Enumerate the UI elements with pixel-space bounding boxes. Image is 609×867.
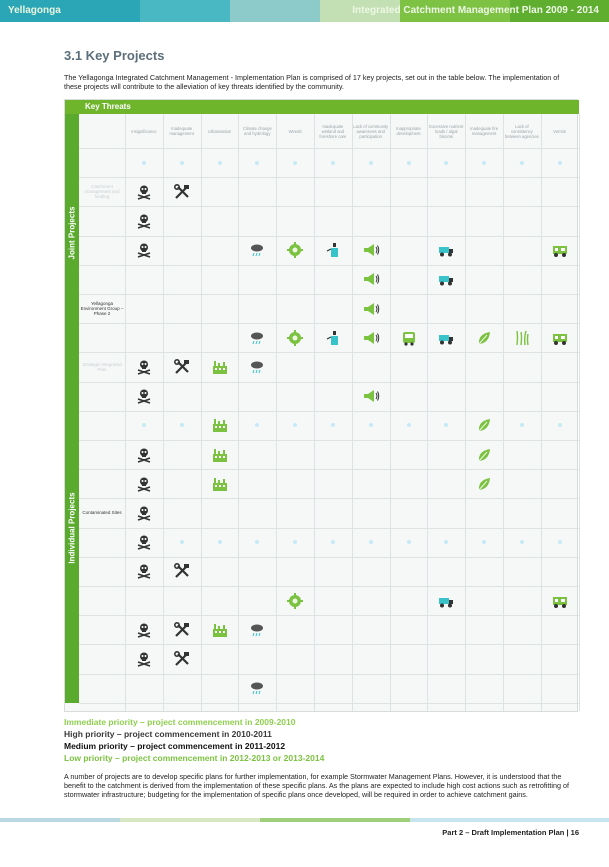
threat-column-header: Climate change and hydrology — [242, 126, 272, 136]
factory-icon — [211, 621, 229, 639]
skull-icon — [135, 358, 153, 376]
threat-column-header: Inadequate management — [169, 126, 194, 136]
cell-bullet — [520, 540, 524, 544]
skull-icon — [135, 562, 153, 580]
grid-hline — [79, 615, 579, 616]
footer-band-segment — [0, 818, 120, 822]
cell-bullet — [180, 540, 184, 544]
grid-hline — [79, 236, 579, 237]
skull-icon — [135, 241, 153, 259]
footer-page-label: Part 2 – Draft Implementation Plan | 16 — [442, 828, 579, 837]
leaf-icon — [475, 329, 493, 347]
key-threats-label: Key Threats — [85, 102, 131, 111]
threat-column-header: Inappropriate development — [396, 126, 421, 136]
grid-vline — [390, 114, 391, 711]
cell-bullet — [444, 423, 448, 427]
cell-bullet — [444, 161, 448, 165]
grid-vline — [541, 114, 542, 711]
rain-icon — [248, 329, 266, 347]
grid-hline — [79, 498, 579, 499]
project-row-label — [79, 265, 125, 294]
grid-hline — [79, 382, 579, 383]
threat-column-header: Lack of community awareness and participation — [353, 123, 389, 139]
grid-vline — [352, 114, 353, 711]
skull-icon — [135, 533, 153, 551]
bottle-icon — [324, 241, 342, 259]
skull-icon — [135, 475, 153, 493]
cell-bullet — [407, 161, 411, 165]
cell-bullet — [369, 161, 373, 165]
van-icon — [551, 329, 569, 347]
leaf-icon — [475, 416, 493, 434]
cell-bullet — [293, 540, 297, 544]
grid-hline — [79, 265, 579, 266]
table-header-bar — [65, 100, 579, 114]
megaphone-icon — [362, 329, 380, 347]
tools-icon — [173, 183, 191, 201]
cell-bullet — [293, 423, 297, 427]
grid-hline — [79, 411, 579, 412]
project-row-label — [79, 469, 125, 498]
cell-bullet — [255, 540, 259, 544]
megaphone-icon — [362, 241, 380, 259]
section-title: 3.1 Key Projects — [64, 48, 165, 63]
skull-icon — [135, 183, 153, 201]
threat-column-header: Inadequate wetland and foreshore care — [319, 123, 347, 139]
cell-bullet — [369, 540, 373, 544]
factory-icon — [211, 446, 229, 464]
rain-icon — [248, 358, 266, 376]
project-row-label — [79, 674, 125, 703]
grid-hline — [79, 352, 579, 353]
project-row-label — [79, 148, 125, 177]
grid-vline — [314, 114, 315, 711]
megaphone-icon — [362, 270, 380, 288]
threat-column-header: Vermin — [553, 128, 567, 134]
truck-icon — [437, 329, 455, 347]
project-row-label — [79, 206, 125, 235]
skull-icon — [135, 621, 153, 639]
leaf-icon — [475, 475, 493, 493]
cell-bullet — [444, 540, 448, 544]
tools-icon — [173, 562, 191, 580]
header-right-title: Integrated Catchment Management Plan 2009 - 2014 — [352, 5, 599, 16]
project-row-label — [79, 586, 125, 615]
truck-icon — [437, 270, 455, 288]
cell-bullet — [218, 540, 222, 544]
bus-icon — [400, 329, 418, 347]
gear-icon — [286, 329, 304, 347]
tools-icon — [173, 358, 191, 376]
cell-bullet — [331, 423, 335, 427]
grid-vline — [201, 114, 202, 711]
threat-column-header: Urbanisation — [207, 128, 232, 134]
project-row-label — [79, 236, 125, 265]
factory-icon — [211, 358, 229, 376]
project-row-label — [79, 528, 125, 557]
threat-column-header: Insignificance — [131, 128, 157, 134]
project-row-label — [79, 323, 125, 352]
van-icon — [551, 241, 569, 259]
gear-icon — [286, 592, 304, 610]
project-row-label — [79, 557, 125, 586]
cell-bullet — [369, 423, 373, 427]
grid-vline — [163, 114, 164, 711]
grid-hline — [79, 586, 579, 587]
truck-icon — [437, 241, 455, 259]
joint-projects-label: Joint Projects — [67, 206, 77, 260]
gear-icon — [286, 241, 304, 259]
cell-bullet — [142, 423, 146, 427]
footer-band — [0, 818, 609, 822]
footer-band-segment — [410, 818, 609, 822]
cell-bullet — [520, 423, 524, 427]
project-row-label: Yellagonga Environment Group – Phase 2 — [80, 301, 124, 317]
joint-projects-side — [65, 114, 79, 352]
cell-bullet — [293, 161, 297, 165]
grid-vline — [465, 114, 466, 711]
project-row-label: Strategic Integrated Plan — [82, 361, 122, 372]
individual-projects-side — [65, 352, 79, 702]
cell-bullet — [180, 423, 184, 427]
van-icon — [551, 592, 569, 610]
priority-medium: Medium priority – project commencement in 2011-2012 — [64, 741, 286, 751]
closing-paragraph: A number of projects are to develop specific plans for further implementation, for example Stormwater Management Plans. However, it is understood that the benefit to the catchment is derived from the implementation of these specific plans. As the plans are expected to include high cost actions such as retrofitting of stormwater infrastructure; budgeting for the implementation of specific plans once developed, will be required in order to achieve catchment gains. — [64, 772, 570, 799]
footer-band-segment — [260, 818, 410, 822]
grid-hline — [79, 557, 579, 558]
cell-bullet — [142, 161, 146, 165]
factory-icon — [211, 475, 229, 493]
section-intro: The Yellagonga Integrated Catchment Management - Implementation Plan is comprised of 17 key projects, set out in the table below. The implementation of these projects will contribute to the alleviation of key threats identified by the community. — [64, 73, 560, 91]
skull-icon — [135, 387, 153, 405]
megaphone-icon — [362, 300, 380, 318]
priority-immediate: Immediate priority – project commencement in 2009-2010 — [64, 717, 296, 727]
grid-hline — [79, 148, 579, 149]
cell-bullet — [558, 423, 562, 427]
project-row-label: Contaminated Sites — [82, 510, 122, 516]
cell-bullet — [482, 161, 486, 165]
cell-bullet — [255, 161, 259, 165]
cell-bullet — [218, 161, 222, 165]
key-projects-table — [64, 99, 578, 712]
grid-vline — [503, 114, 504, 711]
cell-bullet — [331, 161, 335, 165]
project-row-label — [79, 440, 125, 469]
truck-icon — [437, 592, 455, 610]
grid-vline — [125, 114, 126, 711]
cell-bullet — [407, 540, 411, 544]
header-band-segment — [230, 0, 320, 22]
tools-icon — [173, 621, 191, 639]
grid-hline — [79, 703, 579, 704]
cell-bullet — [255, 423, 259, 427]
threat-column-header: Excessive nutrient loads / algal blooms — [429, 123, 464, 139]
grid-hline — [79, 528, 579, 529]
reeds-icon — [513, 329, 531, 347]
grid-hline — [79, 644, 579, 645]
rain-icon — [248, 679, 266, 697]
project-row-label — [79, 644, 125, 673]
threat-column-header: Inadequate fire management — [470, 126, 499, 136]
cell-bullet — [558, 161, 562, 165]
priority-high: High priority – project commencement in 2010-2011 — [64, 729, 272, 739]
grid-hline — [79, 469, 579, 470]
grid-vline — [238, 114, 239, 711]
threat-column-header: Weeds — [288, 128, 302, 134]
grid-hline — [79, 440, 579, 441]
grid-hline — [79, 323, 579, 324]
bottle-icon — [324, 329, 342, 347]
project-row-label — [79, 382, 125, 411]
grid-hline — [79, 177, 579, 178]
megaphone-icon — [362, 387, 380, 405]
cell-bullet — [482, 540, 486, 544]
individual-projects-label: Individual Projects — [67, 492, 77, 564]
header-band-segment — [140, 0, 230, 22]
skull-icon — [135, 446, 153, 464]
cell-bullet — [180, 161, 184, 165]
skull-icon — [135, 504, 153, 522]
project-row-label — [79, 615, 125, 644]
footer-band-segment — [120, 818, 260, 822]
grid-vline — [427, 114, 428, 711]
grid-vline — [276, 114, 277, 711]
factory-icon — [211, 416, 229, 434]
grid-vline — [579, 114, 580, 711]
rain-icon — [248, 241, 266, 259]
grid-hline — [79, 294, 579, 295]
project-row-label — [79, 411, 125, 440]
grid-hline — [79, 674, 579, 675]
skull-icon — [135, 212, 153, 230]
priority-low: Low priority – project commencement in 2012-2013 or 2013-2014 — [64, 753, 325, 763]
grid-hline — [79, 206, 579, 207]
rain-icon — [248, 621, 266, 639]
threat-column-header: Lack of consistency between agencies — [505, 123, 539, 139]
project-row-label: Catchment management and funding — [84, 184, 120, 200]
tools-icon — [173, 650, 191, 668]
header-left-title: Yellagonga — [8, 5, 61, 16]
cell-bullet — [331, 540, 335, 544]
skull-icon — [135, 650, 153, 668]
cell-bullet — [558, 540, 562, 544]
leaf-icon — [475, 446, 493, 464]
cell-bullet — [520, 161, 524, 165]
cell-bullet — [407, 423, 411, 427]
